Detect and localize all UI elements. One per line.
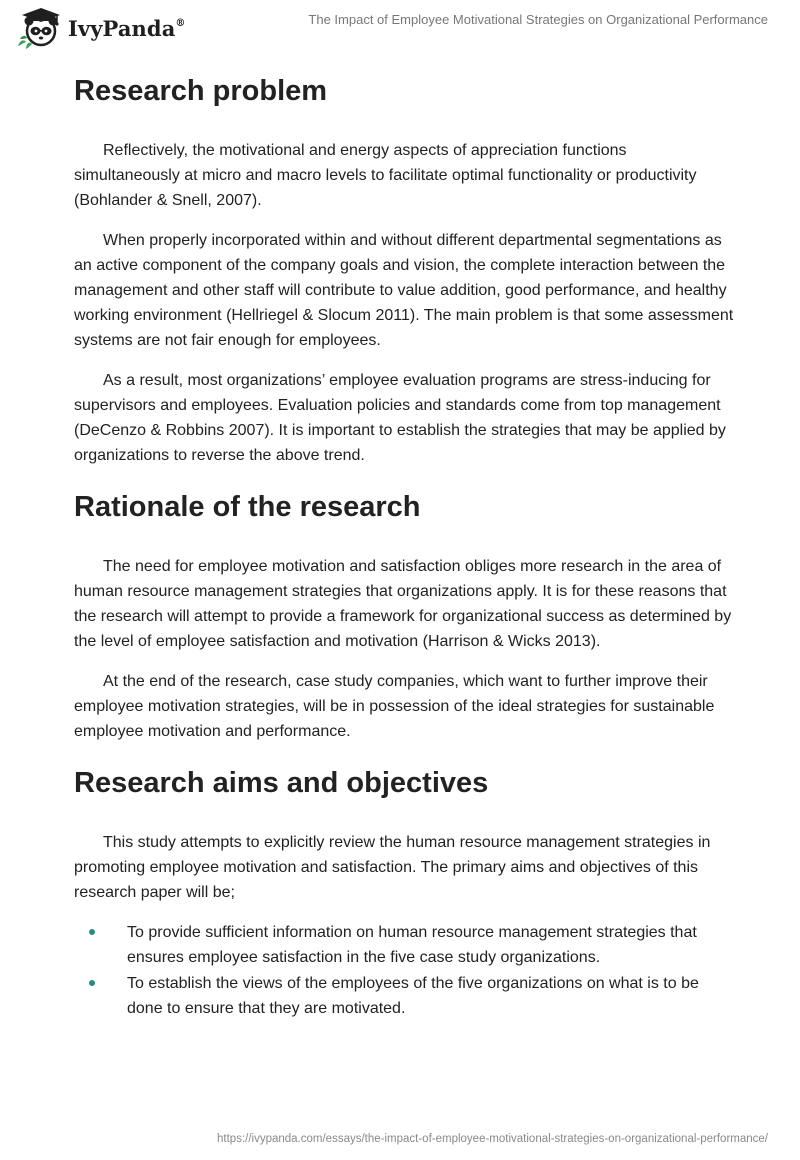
page-header: [0, 0, 800, 60]
section-heading: Research problem: [74, 75, 328, 107]
paragraph: At the end of the research, case study companies, which want to further improve their employee motivation strategies, will be in possession of the ideal strategies for sustainable employee motivation and performance.: [74, 673, 715, 740]
list-item-text: To provide sufficient information on human resource management strategies that ensures employee satisfaction in the five case study organizations.: [127, 924, 697, 966]
section-heading: Research aims and objectives: [74, 767, 489, 799]
bullet-dot-icon: [89, 929, 95, 935]
section-research-problem: [74, 68, 734, 468]
paragraph: As a result, most organizations’ employee evaluation programs are stress-inducing for supervisors and employees. Evaluation policies and standards come from top management (DeCenzo & Robbins 2007). It is important to establish the strategies that may be applied by organizations to reverse the above trend.: [74, 372, 726, 464]
list-item: [74, 971, 734, 1021]
registered-mark: ®: [175, 17, 186, 29]
section-aims-objectives: [74, 760, 734, 1021]
logo-wordmark: IvyPanda®: [68, 15, 186, 41]
list-item-text: To establish the views of the employees of the five organizations on what is to be done to ensure that they are motivated.: [127, 975, 699, 1017]
panda-graduation-cap-icon: [16, 6, 62, 50]
list-item: [74, 920, 734, 970]
document-title: The Impact of Employee Motivational Strategies on Organizational Performance: [308, 12, 768, 27]
objectives-list: [74, 920, 734, 1021]
bullet-dot-icon: [89, 980, 95, 986]
section-heading: Rationale of the research: [74, 491, 421, 523]
paragraph: When properly incorporated within and without different departmental segmentations as an active component of the company goals and vision, the complete interaction between the management and other staff will contribute to value addition, good performance, and healthy working environment (Hellriegel & Slocum 2011). The main problem is that some assessment systems are not fair enough for employees.: [74, 232, 734, 349]
ivypanda-logo[interactable]: [16, 6, 186, 50]
article-body: [74, 68, 734, 1022]
paragraph: This study attempts to explicitly review the human resource management strategies in promoting employee motivation and satisfaction. The primary aims and objectives of this research paper will be;: [74, 834, 711, 901]
section-rationale: [74, 484, 734, 744]
paragraph: Reflectively, the motivational and energy aspects of appreciation functions simultaneously at micro and macro levels to facilitate optimal functionality or productivity (Bohlander & Snell, 2007).: [74, 142, 697, 209]
paragraph: The need for employee motivation and satisfaction obliges more research in the area of human resource management strategies that organizations apply. It is for these reasons that the research will attempt to provide a framework for organizational success as determined by the level of employee satisfaction and motivation (Harrison & Wicks 2013).: [74, 558, 732, 650]
source-url[interactable]: https://ivypanda.com/essays/the-impact-of-employee-motivational-strategies-on-organizational-performance/: [217, 1133, 768, 1145]
